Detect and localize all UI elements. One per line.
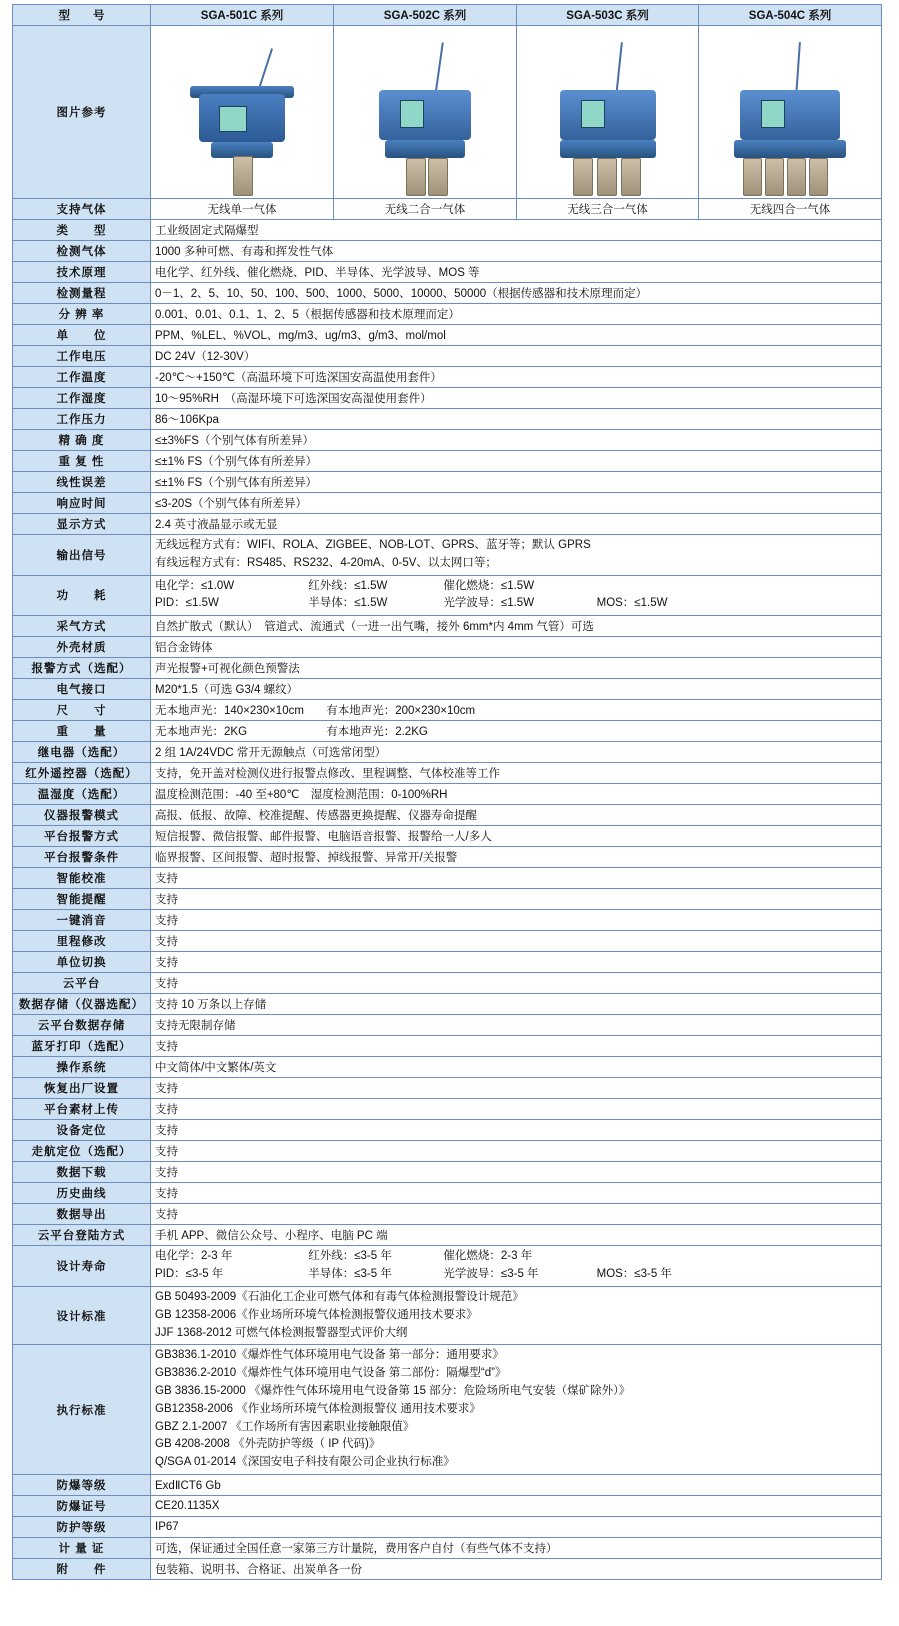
table-row-device-location bbox=[13, 1120, 882, 1141]
row-label: 重 复 性 bbox=[13, 451, 151, 472]
execution-standard-label: 执行标准 bbox=[13, 1345, 151, 1475]
table-row-platform-alarm-condition bbox=[13, 847, 882, 868]
table-row-unit bbox=[13, 325, 882, 346]
display-screen bbox=[761, 100, 785, 128]
output-signal-label: 输出信号 bbox=[13, 535, 151, 576]
row-label: 仪器报警模式 bbox=[13, 805, 151, 826]
table-row-platform-material-upload bbox=[13, 1099, 882, 1120]
table-row-cloud-platform bbox=[13, 973, 882, 994]
row-value: ≤±1% FS（个别气体有所差异） bbox=[151, 472, 882, 493]
weight-label: 重 量 bbox=[13, 721, 151, 742]
row-value: 电化学、红外线、催化燃烧、PID、半导体、光学波导、MOS 等 bbox=[151, 262, 882, 283]
row-value: 1000 多种可燃、有毒和挥发性气体 bbox=[151, 241, 882, 262]
display-screen bbox=[400, 100, 424, 128]
row-value: 支持 bbox=[151, 952, 882, 973]
row-value: 短信报警、微信报警、邮件报警、电脑语音报警、报警给一人/多人 bbox=[151, 826, 882, 847]
table-row-detect-gas bbox=[13, 241, 882, 262]
row-label: 防爆证号 bbox=[13, 1496, 151, 1517]
table-row-data-export bbox=[13, 1204, 882, 1225]
row-value: 支持 bbox=[151, 1099, 882, 1120]
design-life-item: MOS：≤3-5 年 bbox=[596, 1268, 672, 1281]
row-label: 分 辨 率 bbox=[13, 304, 151, 325]
table-row-display bbox=[13, 514, 882, 535]
table-row-electrical-interface bbox=[13, 679, 882, 700]
execution-standard-line: GBZ 2.1-2007 《工作场所有害因素职业接触限值》 bbox=[155, 1420, 415, 1433]
power-label: 功 耗 bbox=[13, 575, 151, 616]
device-image-4 bbox=[699, 26, 882, 199]
enclosure-body bbox=[740, 90, 840, 140]
row-label: 单 位 bbox=[13, 325, 151, 346]
row-label: 智能校准 bbox=[13, 868, 151, 889]
design-standard-line: JJF 1368-2012 可燃气体检测报警器型式评价大纲 bbox=[155, 1326, 408, 1339]
execution-standard-line: GB 4208-2008 《外壳防护等级（ IP 代码)》 bbox=[155, 1438, 381, 1451]
row-value: 声光报警+可视化颜色预警法 bbox=[151, 658, 882, 679]
size-item: 有本地声光：200×230×10cm bbox=[326, 705, 476, 718]
table-row-housing bbox=[13, 637, 882, 658]
power-item: 催化燃烧：≤1.5W bbox=[443, 579, 535, 592]
row-label: 操作系统 bbox=[13, 1057, 151, 1078]
row-value: 2 组 1A/24VDC 常开无源触点（可选常闭型） bbox=[151, 742, 882, 763]
table-row-ip-rating bbox=[13, 1517, 882, 1538]
sensor-probe bbox=[787, 158, 806, 196]
sensor-probe bbox=[406, 158, 426, 196]
table-row-mobile-location bbox=[13, 1141, 882, 1162]
row-label: 平台报警条件 bbox=[13, 847, 151, 868]
design-life-label: 设计寿命 bbox=[13, 1246, 151, 1287]
power-item: 半导体：≤1.5W bbox=[308, 597, 388, 610]
supported-gas-label: 支持气体 bbox=[13, 199, 151, 220]
row-value: 工业级固定式隔爆型 bbox=[151, 220, 882, 241]
row-label: 外壳材质 bbox=[13, 637, 151, 658]
model-name-2: SGA-502C 系列 bbox=[334, 5, 517, 26]
row-label: 里程修改 bbox=[13, 931, 151, 952]
row-value: 支持，免开盖对检测仪进行报警点修改、里程调整、气体校准等工作 bbox=[151, 763, 882, 784]
table-row-weight bbox=[13, 721, 882, 742]
row-label: 恢复出厂设置 bbox=[13, 1078, 151, 1099]
table-row-image-reference bbox=[13, 26, 882, 199]
table-row-factory-reset bbox=[13, 1078, 882, 1099]
sensor-probe bbox=[809, 158, 828, 196]
display-screen bbox=[581, 100, 605, 128]
row-value: 高报、低报、故障、校准提醒、传感器更换提醒、仪器寿命提醒 bbox=[151, 805, 882, 826]
row-label: 工作压力 bbox=[13, 409, 151, 430]
row-label: 走航定位（选配） bbox=[13, 1141, 151, 1162]
row-value: 温度检测范围：-40 至+80℃ 湿度检测范围：0-100%RH bbox=[151, 784, 882, 805]
supported-gas-2: 无线二合一气体 bbox=[334, 199, 517, 220]
power-item: 红外线：≤1.5W bbox=[308, 579, 388, 592]
table-row-accessories bbox=[13, 1559, 882, 1580]
output-line-2: 有线远程方式有：RS485、RS232、4-20mA、0-5V、以太网口等； bbox=[155, 556, 497, 569]
row-label: 数据导出 bbox=[13, 1204, 151, 1225]
row-value: 支持 bbox=[151, 1078, 882, 1099]
design-life-line-1 bbox=[155, 1248, 877, 1266]
row-value: 包装箱、说明书、合格证、出炭单各一份 bbox=[151, 1559, 882, 1580]
row-label: 云平台 bbox=[13, 973, 151, 994]
power-value bbox=[151, 575, 882, 616]
row-value: DC 24V（12-30V） bbox=[151, 346, 882, 367]
specification-table bbox=[12, 4, 882, 1580]
power-line-1 bbox=[155, 578, 877, 596]
table-row-design-life bbox=[13, 1246, 882, 1287]
design-life-item: 半导体：≤3-5 年 bbox=[308, 1268, 392, 1281]
sensor-probe bbox=[597, 158, 617, 196]
row-value: IP67 bbox=[151, 1517, 882, 1538]
table-row-cloud-storage bbox=[13, 1015, 882, 1036]
row-value: 可选，保证通过全国任意一家第三方计量院，费用客户自付（有些气体不支持） bbox=[151, 1538, 882, 1559]
row-value: 支持 bbox=[151, 931, 882, 952]
enclosure-body bbox=[379, 90, 471, 140]
sensor-probe bbox=[743, 158, 762, 196]
table-row-operating-system bbox=[13, 1057, 882, 1078]
table-row-metrology-certificate bbox=[13, 1538, 882, 1559]
row-label: 线性误差 bbox=[13, 472, 151, 493]
row-value: 支持 bbox=[151, 1141, 882, 1162]
table-row-repeatability bbox=[13, 451, 882, 472]
table-row-range bbox=[13, 283, 882, 304]
weight-item: 有本地声光：2.2KG bbox=[326, 726, 428, 739]
table-row-history-curve bbox=[13, 1183, 882, 1204]
table-row-voltage bbox=[13, 346, 882, 367]
sensor-probe bbox=[621, 158, 641, 196]
power-item: 光学波导：≤1.5W bbox=[443, 597, 535, 610]
row-label: 附 件 bbox=[13, 1559, 151, 1580]
table-row-linearity bbox=[13, 472, 882, 493]
device-drawing-2 bbox=[350, 28, 500, 196]
table-row-platform-alarm-method bbox=[13, 826, 882, 847]
model-name-1: SGA-501C 系列 bbox=[151, 5, 334, 26]
row-label: 采气方式 bbox=[13, 616, 151, 637]
table-row-cloud-login bbox=[13, 1225, 882, 1246]
row-value: 支持 bbox=[151, 973, 882, 994]
design-life-line-2 bbox=[155, 1266, 877, 1284]
design-life-item: 红外线：≤3-5 年 bbox=[308, 1250, 392, 1263]
table-row-pressure bbox=[13, 409, 882, 430]
row-value: ≤3-20S（个别气体有所差异） bbox=[151, 493, 882, 514]
row-label: 温湿度（选配） bbox=[13, 784, 151, 805]
model-name-4: SGA-504C 系列 bbox=[699, 5, 882, 26]
row-label: 技术原理 bbox=[13, 262, 151, 283]
row-label: 云平台数据存储 bbox=[13, 1015, 151, 1036]
row-value: 支持 bbox=[151, 1036, 882, 1057]
design-standard-line: GB 12358-2006《作业场所环境气体检测报警仪通用技术要求》 bbox=[155, 1308, 478, 1321]
row-label: 检测气体 bbox=[13, 241, 151, 262]
row-label: 数据下载 bbox=[13, 1162, 151, 1183]
table-row-model-header bbox=[13, 5, 882, 26]
sensor-probe bbox=[765, 158, 784, 196]
design-standard-value bbox=[151, 1286, 882, 1344]
table-row-range-modify bbox=[13, 931, 882, 952]
table-row-size bbox=[13, 700, 882, 721]
table-row-accuracy bbox=[13, 430, 882, 451]
row-value: ≤±1% FS（个别气体有所差异） bbox=[151, 451, 882, 472]
model-name-3: SGA-503C 系列 bbox=[517, 5, 699, 26]
manifold bbox=[560, 140, 656, 158]
row-value: 支持 bbox=[151, 1204, 882, 1225]
row-value: 0.001、0.01、0.1、1、2、5（根据传感器和技术原理而定） bbox=[151, 304, 882, 325]
row-value: 自然扩散式（默认） 管道式、流通式（一进一出气嘴，接外 6mm*内 4mm 气管）可选 bbox=[151, 616, 882, 637]
supported-gas-4: 无线四合一气体 bbox=[699, 199, 882, 220]
table-row-power bbox=[13, 575, 882, 616]
table-row-alarm-type bbox=[13, 658, 882, 679]
device-drawing-4 bbox=[715, 28, 865, 196]
design-life-item: PID：≤3-5 年 bbox=[155, 1268, 224, 1281]
row-label: 防护等级 bbox=[13, 1517, 151, 1538]
row-label: 平台素材上传 bbox=[13, 1099, 151, 1120]
table-row-output-signal bbox=[13, 535, 882, 576]
display-screen bbox=[219, 106, 247, 132]
row-label: 响应时间 bbox=[13, 493, 151, 514]
row-value: 临界报警、区间报警、超时报警、掉线报警、异常开/关报警 bbox=[151, 847, 882, 868]
table-row-data-storage bbox=[13, 994, 882, 1015]
row-label: 红外遥控器（选配） bbox=[13, 763, 151, 784]
execution-standard-line: Q/SGA 01-2014《深国安电子科技有限公司企业执行标准》 bbox=[155, 1456, 455, 1469]
execution-standard-line: GB 3836.15-2000 《爆炸性气体环境用电气设备第 15 部分：危险场所电气安装（煤矿除外）》 bbox=[155, 1384, 631, 1397]
device-drawing-1 bbox=[167, 28, 317, 196]
row-value: 中文简体/中文繁体/英文 bbox=[151, 1057, 882, 1078]
row-value: PPM、%LEL、%VOL、mg/m3、ug/m3、g/m3、mol/mol bbox=[151, 325, 882, 346]
execution-standard-line: GB12358-2006 《作业场所环境气体检测报警仪 通用技术要求》 bbox=[155, 1402, 481, 1415]
table-row-data-download bbox=[13, 1162, 882, 1183]
table-row-supported-gas bbox=[13, 199, 882, 220]
design-standard-line: GB 50493-2009《石油化工企业可燃气体和有毒气体检测报警设计规范》 bbox=[155, 1290, 524, 1303]
table-row-temp-humidity-option bbox=[13, 784, 882, 805]
row-value: 86～106Kpa bbox=[151, 409, 882, 430]
table-row-ex-rating bbox=[13, 1475, 882, 1496]
row-label: 工作湿度 bbox=[13, 388, 151, 409]
image-reference-label: 图片参考 bbox=[13, 26, 151, 199]
weight-item: 无本地声光：2KG bbox=[155, 726, 248, 739]
device-drawing-3 bbox=[533, 28, 683, 196]
enclosure-body bbox=[560, 90, 656, 140]
table-row-sampling bbox=[13, 616, 882, 637]
power-item: MOS：≤1.5W bbox=[596, 597, 668, 610]
sensor-probe bbox=[573, 158, 593, 196]
table-row-humidity bbox=[13, 388, 882, 409]
design-life-item: 电化学：2-3 年 bbox=[155, 1250, 233, 1263]
execution-standard-line: GB3836.1-2010《爆炸性气体环境用电气设备 第一部分：通用要求》 bbox=[155, 1349, 504, 1362]
design-standard-label: 设计标准 bbox=[13, 1286, 151, 1344]
row-value: 0－1、2、5、10、50、100、500、1000、5000、10000、50000（根据传感器和技术原理而定） bbox=[151, 283, 882, 304]
table-row-type bbox=[13, 220, 882, 241]
row-label: 工作电压 bbox=[13, 346, 151, 367]
row-label: 数据存储（仪器选配） bbox=[13, 994, 151, 1015]
table-row-execution-standard bbox=[13, 1345, 882, 1475]
row-label: 历史曲线 bbox=[13, 1183, 151, 1204]
device-image-1 bbox=[151, 26, 334, 199]
row-label: 类 型 bbox=[13, 220, 151, 241]
output-line-1: 无线远程方式有：WIFI、ROLA、ZIGBEE、NOB-LOT、GPRS、蓝牙等；默认 GPRS bbox=[155, 539, 591, 551]
device-image-3 bbox=[517, 26, 699, 199]
design-life-value bbox=[151, 1246, 882, 1287]
row-label: 智能提醒 bbox=[13, 889, 151, 910]
row-label: 工作温度 bbox=[13, 367, 151, 388]
row-value: 支持 bbox=[151, 868, 882, 889]
row-value: 支持 bbox=[151, 1183, 882, 1204]
table-row-one-key-mute bbox=[13, 910, 882, 931]
table-row-smart-reminder bbox=[13, 889, 882, 910]
row-value: 支持 bbox=[151, 1120, 882, 1141]
row-value: 支持 10 万条以上存储 bbox=[151, 994, 882, 1015]
row-label: 计 量 证 bbox=[13, 1538, 151, 1559]
execution-standard-value bbox=[151, 1345, 882, 1475]
supported-gas-1: 无线单一气体 bbox=[151, 199, 334, 220]
size-label: 尺 寸 bbox=[13, 700, 151, 721]
size-item: 无本地声光：140×230×10cm bbox=[155, 705, 304, 718]
row-label: 设备定位 bbox=[13, 1120, 151, 1141]
row-label: 检测量程 bbox=[13, 283, 151, 304]
row-value: ≤±3%FS（个别气体有所差异） bbox=[151, 430, 882, 451]
power-line-2 bbox=[155, 595, 877, 613]
manifold bbox=[734, 140, 846, 158]
row-value: 支持 bbox=[151, 889, 882, 910]
model-label: 型 号 bbox=[13, 5, 151, 26]
row-label: 单位切换 bbox=[13, 952, 151, 973]
row-value: 铝合金铸体 bbox=[151, 637, 882, 658]
row-label: 蓝牙打印（选配） bbox=[13, 1036, 151, 1057]
table-row-design-standard bbox=[13, 1286, 882, 1344]
row-value: 支持 bbox=[151, 910, 882, 931]
power-item: PID：≤1.5W bbox=[155, 597, 219, 610]
row-label: 电气接口 bbox=[13, 679, 151, 700]
execution-standard-line: GB3836.2-2010《爆炸性气体环境用电气设备 第二部份：隔爆型“d”》 bbox=[155, 1367, 507, 1380]
row-value: 2.4 英寸液晶显示或无显 bbox=[151, 514, 882, 535]
table-row-ir-remote bbox=[13, 763, 882, 784]
row-label: 云平台登陆方式 bbox=[13, 1225, 151, 1246]
row-value: CE20.1135X bbox=[151, 1496, 882, 1517]
sensor-probe bbox=[233, 156, 253, 196]
manifold bbox=[385, 140, 465, 158]
row-label: 报警方式（选配） bbox=[13, 658, 151, 679]
table-row-relay bbox=[13, 742, 882, 763]
design-life-item: 光学波导：≤3-5 年 bbox=[443, 1268, 539, 1281]
device-image-2 bbox=[334, 26, 517, 199]
row-value: 支持无限制存储 bbox=[151, 1015, 882, 1036]
supported-gas-3: 无线三合一气体 bbox=[517, 199, 699, 220]
weight-value bbox=[151, 721, 882, 742]
row-value: 10～95%RH （高湿环境下可选深国安高湿使用套件） bbox=[151, 388, 882, 409]
size-value bbox=[151, 700, 882, 721]
power-item: 电化学：≤1.0W bbox=[155, 579, 235, 592]
table-row-response-time bbox=[13, 493, 882, 514]
design-life-item: 催化燃烧：2-3 年 bbox=[443, 1250, 533, 1263]
row-value: -20℃～+150℃（高温环境下可选深国安高温使用套件） bbox=[151, 367, 882, 388]
row-label: 平台报警方式 bbox=[13, 826, 151, 847]
sensor-probe bbox=[428, 158, 448, 196]
table-row-bluetooth-print bbox=[13, 1036, 882, 1057]
table-row-unit-switch bbox=[13, 952, 882, 973]
table-row-temperature bbox=[13, 367, 882, 388]
row-value: 手机 APP、微信公众号、小程序、电脑 PC 端 bbox=[151, 1225, 882, 1246]
table-row-ex-certificate bbox=[13, 1496, 882, 1517]
row-value: 支持 bbox=[151, 1162, 882, 1183]
table-row-alarm-mode bbox=[13, 805, 882, 826]
row-label: 精 确 度 bbox=[13, 430, 151, 451]
row-label: 显示方式 bbox=[13, 514, 151, 535]
table-row-technology bbox=[13, 262, 882, 283]
row-label: 防爆等级 bbox=[13, 1475, 151, 1496]
row-label: 继电器（选配） bbox=[13, 742, 151, 763]
output-signal-value bbox=[151, 535, 882, 576]
table-row-smart-calibration bbox=[13, 868, 882, 889]
row-value: M20*1.5（可选 G3/4 螺纹） bbox=[151, 679, 882, 700]
row-label: 一键消音 bbox=[13, 910, 151, 931]
row-value: ExdⅡCT6 Gb bbox=[151, 1475, 882, 1496]
table-row-resolution bbox=[13, 304, 882, 325]
